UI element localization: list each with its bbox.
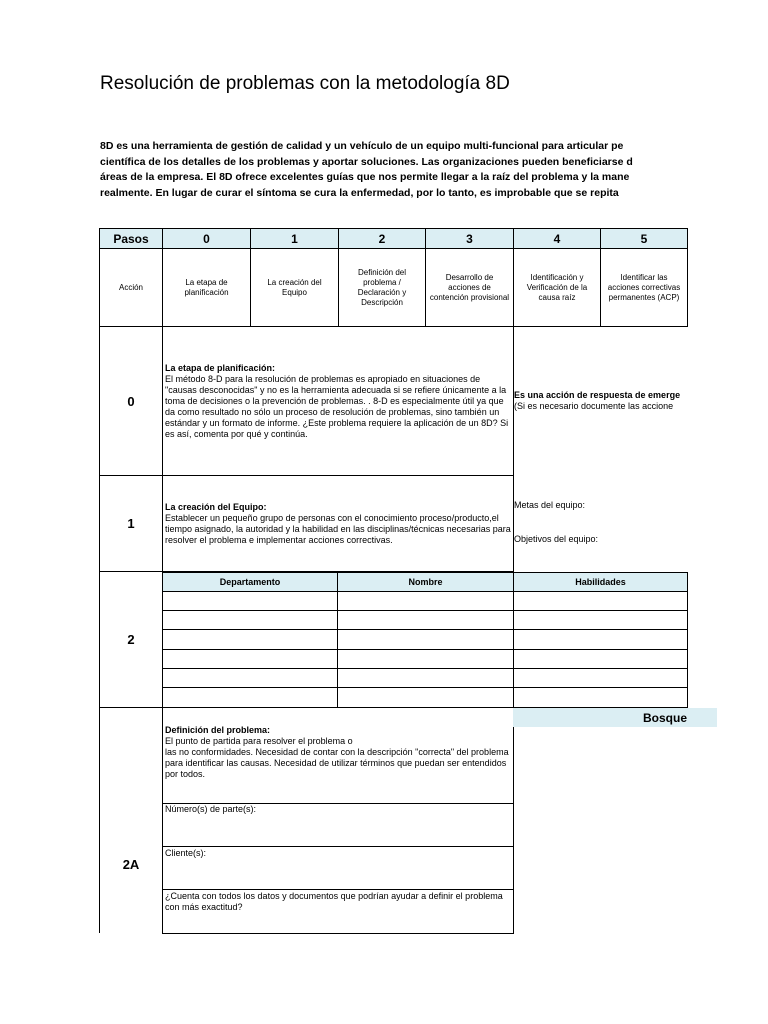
page-title: Resolución de problemas con la metodología 8D: [100, 73, 510, 94]
bosquejo-header: Bosque: [513, 708, 717, 727]
row-0-label: 0: [99, 326, 163, 476]
row-2a-body-line1: El punto de partida para resolver el problema o: [165, 736, 353, 746]
step-2-header: 2: [338, 228, 426, 249]
row-0-text: [165, 363, 511, 440]
intro-line: realmente. En lugar de curar el síntoma se cura la enfermedad, por lo tanto, es improbable que se repita: [100, 186, 619, 199]
row-1-label: 1: [99, 475, 163, 572]
col-departamento-header: Departamento: [162, 572, 338, 592]
action-4: Identificación y Verificación de la causa raíz: [513, 248, 601, 327]
row-1-body: Establecer un pequeño grupo de personas con el conocimiento proceso/producto,el tiempo asignado, la autoridad y la habilidad en las disciplinas/técnicas necesarias para resolver el problema e implementar acciones correctivas.: [165, 512, 511, 545]
row-2a-body: las no conformidades. Necesidad de contar con la descripción "correcta" del problema para identificar las causas. Necesidad de utilizar términos que puedan ser entendidos por todos.: [165, 747, 509, 779]
accion-label: Acción: [99, 248, 163, 327]
action-0: La etapa de planificación: [162, 248, 251, 327]
cliente-cell: [162, 846, 514, 890]
step-4-header: 4: [513, 228, 601, 249]
row-1-heading: La creación del Equipo:: [165, 501, 267, 512]
row-2a-heading: Definición del problema:: [165, 725, 271, 735]
row-2a-text-cell: [162, 707, 514, 804]
objetivos-label: Objetivos del equipo:: [514, 534, 599, 544]
row-0-body: El método 8-D para la resolución de problemas es apropiado en situaciones de "causas desconocidas" y no es la herramienta adecuada si se refiere únicamente a la toma de decisiones o la prevención de problemas. . 8-D es especialmente útil ya que da como resultado no sólo un proceso de resolución de problemas, sino también un estándar y un formato de informe. ¿Este problema requiere la aplicación de un 8D? Si es así, comenta por qué y continúa.: [165, 373, 509, 439]
pasos-header: Pasos: [99, 228, 163, 249]
action-2: Definición del problema / Declaración y Descripción: [338, 248, 426, 327]
col-habilidades-header: Habilidades: [513, 572, 688, 592]
cliente-label: Cliente(s):: [165, 848, 207, 858]
intro-line: científica de los detalles de los problemas y aportar soluciones. Las organizaciones pueden beneficiarse d: [100, 155, 633, 168]
row-0-heading: La etapa de planificación:: [165, 362, 276, 373]
action-1: La creación del Equipo: [250, 248, 339, 327]
datos-label: ¿Cuenta con todos los datos y documentos que podrían ayudar a definir el problema con más exactitud?: [165, 891, 503, 912]
row-2-label: 2: [99, 571, 163, 708]
col-nombre-header: Nombre: [337, 572, 514, 592]
row-2a-label: 2A: [122, 857, 140, 872]
row-2a-label-cell: [99, 707, 163, 933]
row-1-text-cell: [162, 475, 514, 572]
intro-line: 8D es una herramienta de gestión de calidad y un vehículo de un equipo multi-funcional para articular pe: [100, 140, 624, 152]
row-2a-text: [165, 725, 511, 780]
row-0-right-heading: Es una acción de respuesta de emerge: [514, 390, 681, 400]
row-0-right-text: [514, 390, 688, 412]
action-3: Desarrollo de acciones de contención provisional: [425, 248, 514, 327]
datos-cell: [162, 889, 514, 934]
action-5: Identificar las acciones correctivas permanentes (ACP): [600, 248, 688, 327]
intro-line: áreas de la empresa. El 8D ofrece excelentes guías que nos permite llegar a la raíz del problema y la mane: [100, 171, 630, 183]
numero-parte-cell: [162, 803, 514, 847]
step-1-header: 1: [250, 228, 339, 249]
step-0-header: 0: [162, 228, 251, 249]
row-1-text: [165, 502, 511, 546]
metas-label: Metas del equipo:: [514, 500, 586, 510]
row-0-text-cell: [162, 326, 514, 476]
step-5-header: 5: [600, 228, 688, 249]
team-table-body: [162, 591, 688, 708]
row-0-right-body: (Si es necesario documente las accione: [514, 401, 674, 411]
step-3-header: 3: [425, 228, 514, 249]
intro-paragraph: [100, 139, 768, 201]
numero-parte-label: Número(s) de parte(s):: [165, 804, 257, 814]
